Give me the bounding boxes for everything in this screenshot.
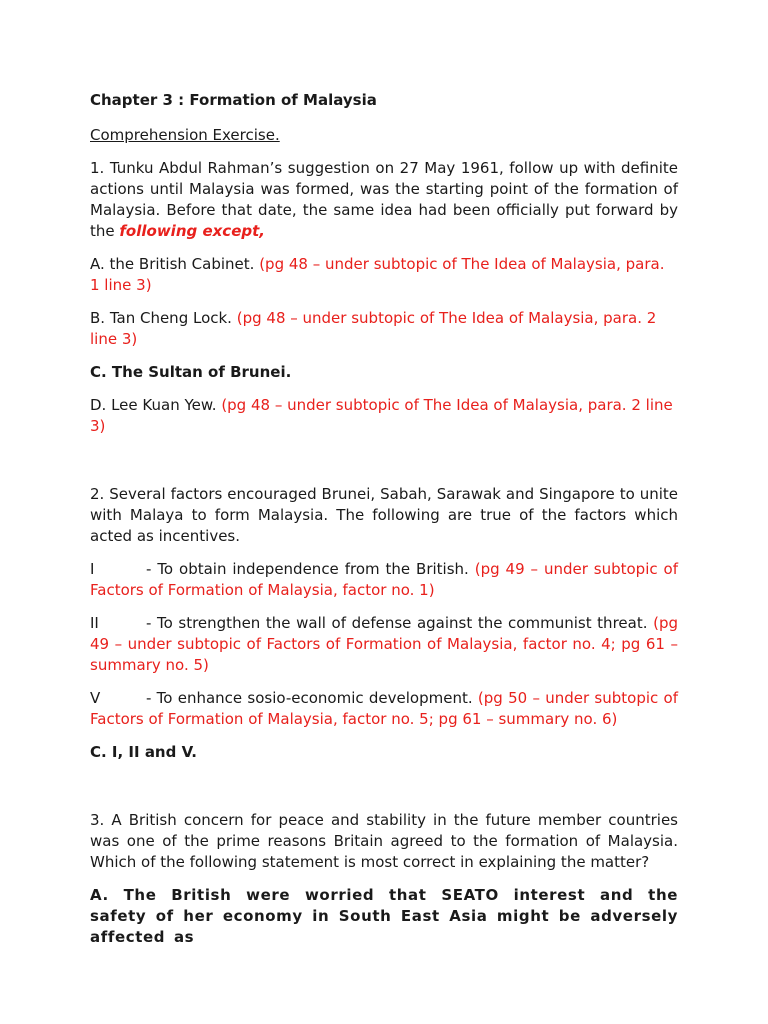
question-3-answer: A. The British were worried that SEATO interest and the safety of her economy in South East Asia might be adversely affected as — [90, 886, 678, 946]
item-text: - To enhance sosio-economic development. — [146, 689, 473, 707]
question-1-stem — [90, 158, 678, 242]
item-numeral: II — [90, 614, 99, 632]
item-text: - To strengthen the wall of defense against the communist threat. — [146, 614, 648, 632]
question-2-item-2 — [90, 613, 678, 676]
item-text: - To obtain independence from the British. — [146, 560, 469, 578]
question-1-text: 1. Tunku Abdul Rahman’s suggestion on 27 May 1961, follow up with definite actions until Malaysia was formed, was the starting point of the formation of Malaysia. Before that date, the same idea had been officially put forward by the — [90, 159, 678, 240]
question-2-item-1 — [90, 559, 678, 601]
question-3-stem: 3. A British concern for peace and stability in the future member countries was one of the prime reasons Britain agreed to the formation of Malaysia. Which of the following statement is most correct in explaining the matter? — [90, 811, 678, 871]
option-reference: (pg 48 – under subtopic of The Idea of Malaysia, para. 2 line 3) — [90, 309, 657, 348]
item-reference: (pg 49 – under subtopic of Factors of Formation of Malaysia, factor no. 1) — [90, 560, 678, 599]
option-text: D. Lee Kuan Yew. — [90, 396, 217, 414]
question-1-emphasis: following except, — [119, 222, 265, 240]
option-text: B. Tan Cheng Lock. — [90, 309, 232, 327]
document-content — [90, 90, 678, 960]
chapter-title: Chapter 3 : Formation of Malaysia — [90, 91, 377, 109]
section-spacer — [90, 449, 678, 484]
question-2-item-3 — [90, 688, 678, 730]
section-title: Comprehension Exercise. — [90, 126, 280, 144]
question-1-option-b — [90, 308, 678, 350]
option-reference: (pg 48 – under subtopic of The Idea of Malaysia, para. 1 line 3) — [90, 255, 665, 294]
question-2-stem: 2. Several factors encouraged Brunei, Sabah, Sarawak and Singapore to unite with Malaya to form Malaysia. The following are true of the factors which acted as incentives. — [90, 485, 678, 545]
item-reference: (pg 49 – under subtopic of Factors of Formation of Malaysia, factor no. 4; pg 61 – summary no. 5) — [90, 614, 678, 674]
item-numeral: I — [90, 560, 95, 578]
section-spacer — [90, 775, 678, 810]
question-1-option-a — [90, 254, 678, 296]
question-1-option-d — [90, 395, 678, 437]
item-reference: (pg 50 – under subtopic of Factors of Formation of Malaysia, factor no. 5; pg 61 – summary no. 6) — [90, 689, 678, 728]
option-reference: (pg 48 – under subtopic of The Idea of Malaysia, para. 2 line 3) — [90, 396, 673, 435]
question-2-answer: C. I, II and V. — [90, 743, 197, 761]
question-1-answer: C. The Sultan of Brunei. — [90, 363, 292, 381]
option-text: A. the British Cabinet. — [90, 255, 255, 273]
item-numeral: V — [90, 689, 101, 707]
